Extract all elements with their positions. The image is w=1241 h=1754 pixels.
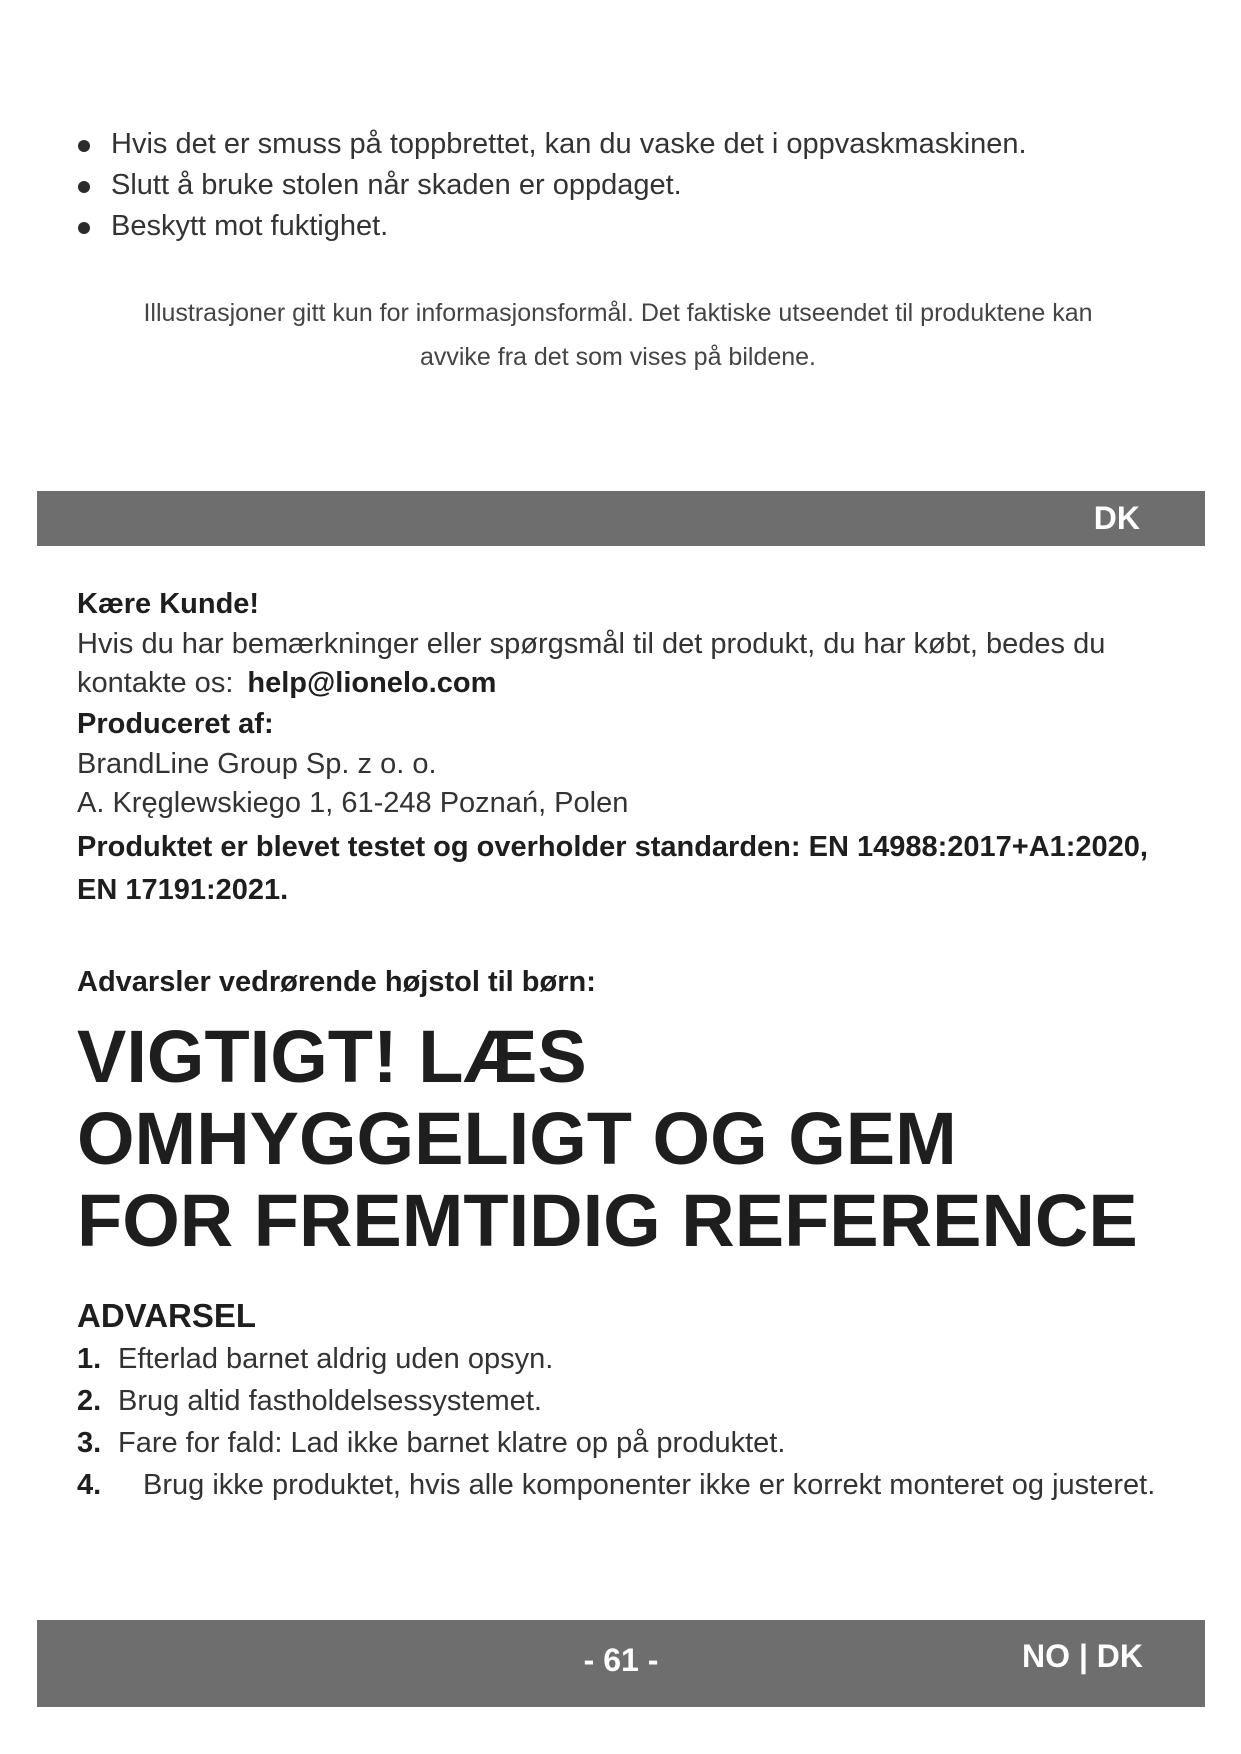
bullet-text: Beskytt mot fuktighet. bbox=[111, 210, 389, 242]
footer-languages: NO | DK bbox=[1022, 1638, 1143, 1674]
list-item bbox=[78, 206, 1178, 247]
company-address: A. Kręglewskiego 1, 61-248 Poznań, Polen bbox=[77, 787, 629, 819]
item-number: 4. bbox=[77, 1469, 102, 1501]
list-item bbox=[77, 1422, 1187, 1464]
warning-list bbox=[77, 1338, 1187, 1506]
produced-by-heading: Produceret af: bbox=[77, 708, 274, 740]
item-text: Efterlad barnet aldrig uden opsyn. bbox=[118, 1343, 554, 1375]
item-number: 1. bbox=[77, 1343, 102, 1375]
bullet-list bbox=[78, 124, 1178, 247]
dk-section bbox=[77, 583, 1187, 1506]
language-code: DK bbox=[1093, 500, 1140, 536]
list-item bbox=[77, 1380, 1187, 1422]
list-item bbox=[78, 124, 1178, 165]
warnings-subtitle: Advarsler vedrørende højstol til børn: bbox=[77, 966, 596, 998]
important-title bbox=[77, 1016, 1187, 1262]
illustration-disclaimer bbox=[78, 291, 1158, 379]
email-link[interactable]: help@lionelo.com bbox=[247, 667, 497, 699]
item-text: Brug ikke produktet, hvis alle komponenter ikke er korrekt monteret og justeret. bbox=[143, 1469, 1156, 1501]
contact-line-1: Hvis du har bemærkninger eller spørgsmål til det produkt, du har købt, bedes du bbox=[77, 628, 1106, 660]
bullet-dot-icon bbox=[78, 140, 90, 152]
important-title-line-1: VIGTIGT! LÆS bbox=[77, 1015, 587, 1098]
standards-line-1: Produktet er blevet testet og overholder standarden: EN 14988:2017+A1:2020, bbox=[77, 831, 1148, 863]
list-item bbox=[78, 165, 1178, 206]
standards-line-2: EN 17191:2021. bbox=[77, 874, 289, 906]
disclaimer-line-1: Illustrasjoner gitt kun for informasjonsformål. Det faktiske utseendet til produktene kan bbox=[143, 299, 1093, 327]
bullet-dot-icon bbox=[78, 181, 90, 193]
disclaimer-line-2: avvike fra det som vises på bildene. bbox=[419, 343, 817, 371]
item-text: Fare for fald: Lad ikke barnet klatre op på produktet. bbox=[118, 1427, 786, 1459]
greeting-heading: Kære Kunde! bbox=[77, 588, 260, 620]
contact-text: kontakte os: bbox=[77, 667, 234, 699]
page-number: - 61 - bbox=[583, 1642, 659, 1678]
important-title-line-2: OMHYGGELIGT OG GEM bbox=[77, 1097, 957, 1180]
contact-line-2 bbox=[77, 664, 1187, 703]
bullet-text: Hvis det er smuss på toppbrettet, kan du vaske det i oppvaskmaskinen. bbox=[111, 128, 1027, 160]
company-name: BrandLine Group Sp. z o. o. bbox=[77, 748, 437, 780]
item-number: 3. bbox=[77, 1427, 102, 1459]
standards-statement bbox=[77, 826, 1187, 912]
list-item bbox=[77, 1338, 1187, 1380]
list-item bbox=[77, 1464, 1187, 1506]
warning-heading: ADVARSEL bbox=[77, 1297, 257, 1334]
item-text: Brug altid fastholdelsessystemet. bbox=[118, 1385, 542, 1417]
page-footer bbox=[37, 1620, 1205, 1707]
language-section-bar bbox=[37, 491, 1205, 546]
item-number: 2. bbox=[77, 1385, 102, 1417]
bullet-dot-icon bbox=[78, 222, 90, 234]
bullet-text: Slutt å bruke stolen når skaden er oppdaget. bbox=[111, 169, 682, 201]
important-title-line-3: FOR FREMTIDIG REFERENCE bbox=[77, 1179, 1138, 1262]
